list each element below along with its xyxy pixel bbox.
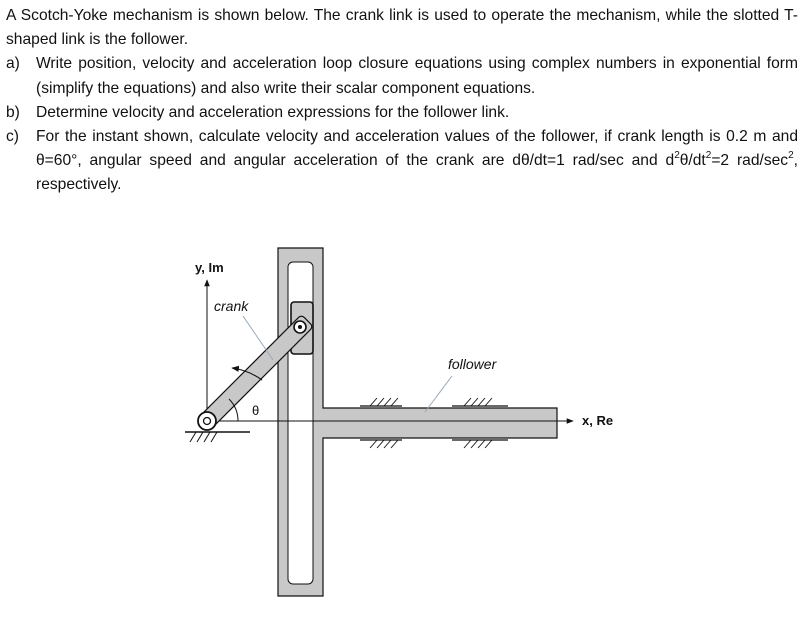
follower-link: [278, 248, 557, 596]
y-axis-label: y, Im: [195, 260, 224, 275]
question-text-part: =2 rad/sec: [711, 152, 789, 170]
question-text: Write position, velocity and acceleration loop closure equations using complex numbers in exponential form (simplify the equations) and also write their scalar component equations.: [36, 55, 798, 97]
question-marker: a): [6, 55, 20, 73]
superscript: 2: [674, 150, 680, 162]
question-marker: c): [6, 128, 19, 146]
x-axis-label: x, Re: [582, 413, 614, 428]
question-text-part: For the instant shown, calculate velocity and acceleration values of the follower, if crank length is 0.2 m and θ=60°, angular speed and angular acceleration of the crank are dθ/dt=1 rad/sec and d: [36, 128, 798, 170]
slider-pin-center: [298, 325, 302, 329]
ground-hatch: [190, 432, 217, 442]
question-text-part: , respectively.: [36, 152, 799, 194]
question-text-part: θ/dt: [679, 152, 706, 170]
theta-label: θ: [252, 403, 260, 418]
problem-intro: A Scotch-Yoke mechanism is shown below. The crank link is used to operate the mechanism, while the slotted T-shaped link is the follower.: [6, 7, 798, 49]
question-marker: b): [6, 103, 20, 121]
ground-pivot-center: [204, 418, 211, 425]
superscript: 2: [705, 150, 712, 162]
superscript: 2: [788, 150, 794, 162]
crank-leader: [243, 316, 273, 360]
follower-leader: [425, 376, 452, 412]
question-text: Determine velocity and acceleration expressions for the follower link.: [36, 103, 510, 121]
follower-label: follower: [448, 356, 497, 372]
crank-label: crank: [214, 298, 249, 314]
